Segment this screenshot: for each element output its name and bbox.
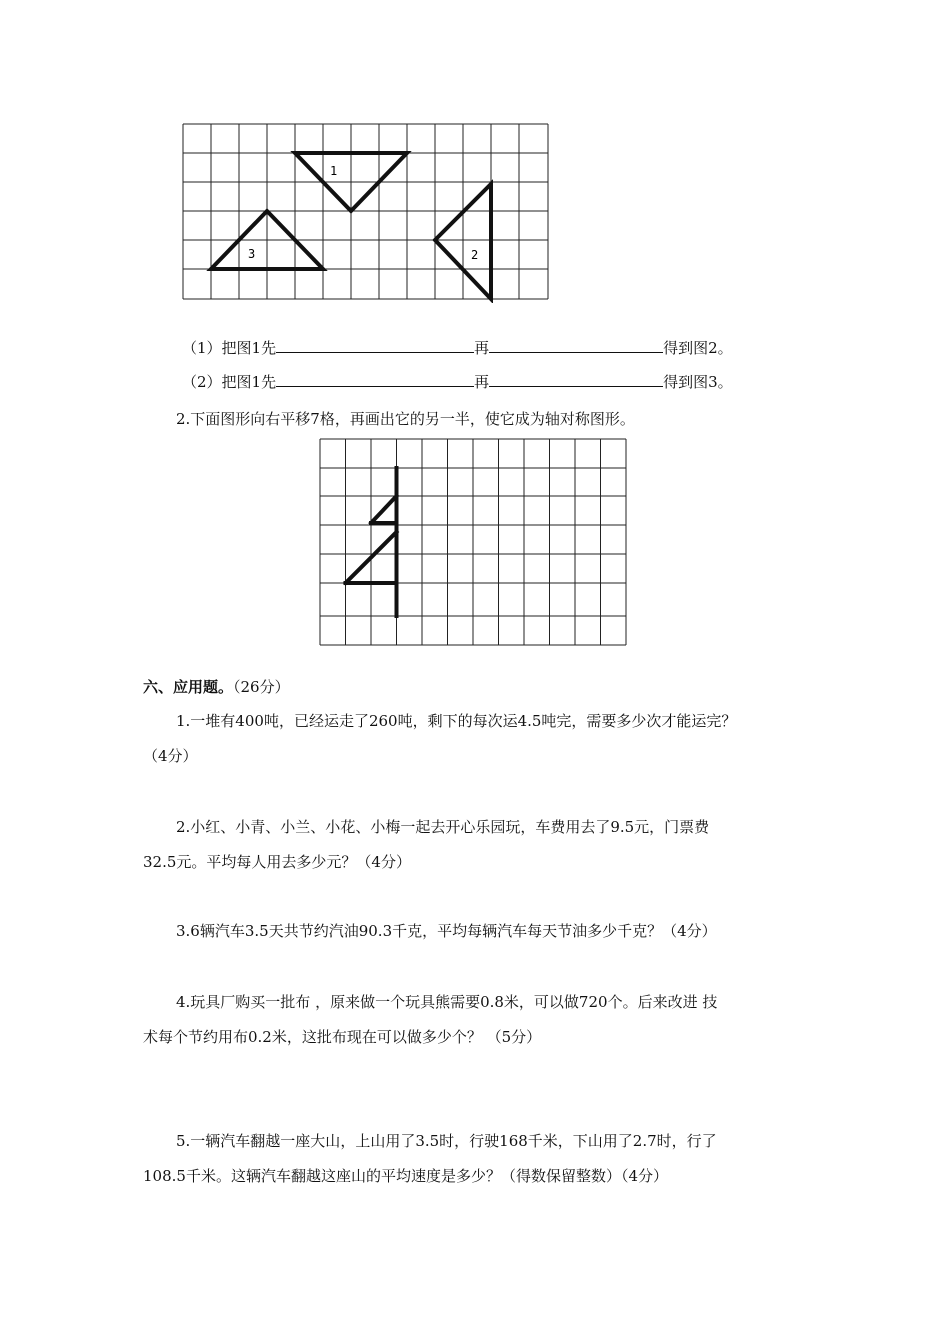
q1-item-2-middle: 再 [474, 373, 490, 391]
q1-item-1-prefix: （1）把图1先 [182, 339, 277, 357]
q1-item-2 [182, 372, 733, 392]
problem-5-line-1: 5.一辆汽车翻越一座大山，上山用了3.5时，行驶168千米，下山用了2.7时，行了 [176, 1132, 717, 1150]
section-6-title: 六、应用题。 [143, 678, 234, 696]
triangle-2-label: 2 [471, 248, 479, 262]
problem-3-line-1: 3.6辆汽车3.5天共节约汽油90.3千克，平均每辆汽车每天节油多少千克？（4分） [176, 922, 717, 940]
q1-item-2-prefix: （2）把图1先 [182, 373, 277, 391]
problem-4-line-2: 术每个节约用布0.2米，这批布现在可以做多少个？ （5分） [143, 1028, 542, 1046]
q1-item-2-blank-a[interactable] [276, 372, 474, 387]
figure-2-svg [318, 437, 630, 649]
q1-item-1-blank-a[interactable] [276, 338, 474, 353]
q1-item-1-suffix: 得到图2。 [663, 339, 733, 357]
problem-5-line-2: 108.5千米。这辆汽车翻越这座山的平均速度是多少？（得数保留整数）（4分） [143, 1167, 668, 1185]
figure-1-grid [182, 123, 552, 303]
grid-lines [183, 124, 548, 299]
q1-item-1-middle: 再 [474, 339, 490, 357]
q1-item-2-suffix: 得到图3。 [663, 373, 733, 391]
q1-item-1-blank-b[interactable] [489, 338, 663, 353]
section-6-score: （26分） [233, 678, 290, 696]
triangle-1-label: 1 [330, 164, 338, 178]
triangle-3-label: 3 [248, 247, 256, 261]
problem-4-line-1: 4.玩具厂购买一批布 ，原来做一个玩具熊需要0.8米，可以做720个。后来改进 技 [176, 993, 718, 1011]
problem-1-line-2: （4分） [143, 747, 198, 765]
q2-text: 2.下面图形向右平移7格，再画出它的另一半，使它成为轴对称图形。 [176, 410, 635, 428]
problem-2-line-2: 32.5元。平均每人用去多少元？（4分） [143, 853, 411, 871]
problem-2-line-1: 2.小红、小青、小兰、小花、小梅一起去开心乐园玩，车费用去了9.5元，门票费 [176, 818, 710, 836]
grid-lines-2 [320, 439, 626, 645]
q1-item-2-blank-b[interactable] [489, 372, 663, 387]
problem-1-line-1: 1.一堆有400吨，已经运走了260吨，剩下的每次运4.5吨完，需要多少次才能运完？ [176, 712, 737, 730]
q1-item-1 [182, 338, 733, 358]
figure-1-svg [182, 123, 552, 303]
figure-2-grid [318, 437, 630, 649]
section-6-heading [143, 677, 290, 697]
